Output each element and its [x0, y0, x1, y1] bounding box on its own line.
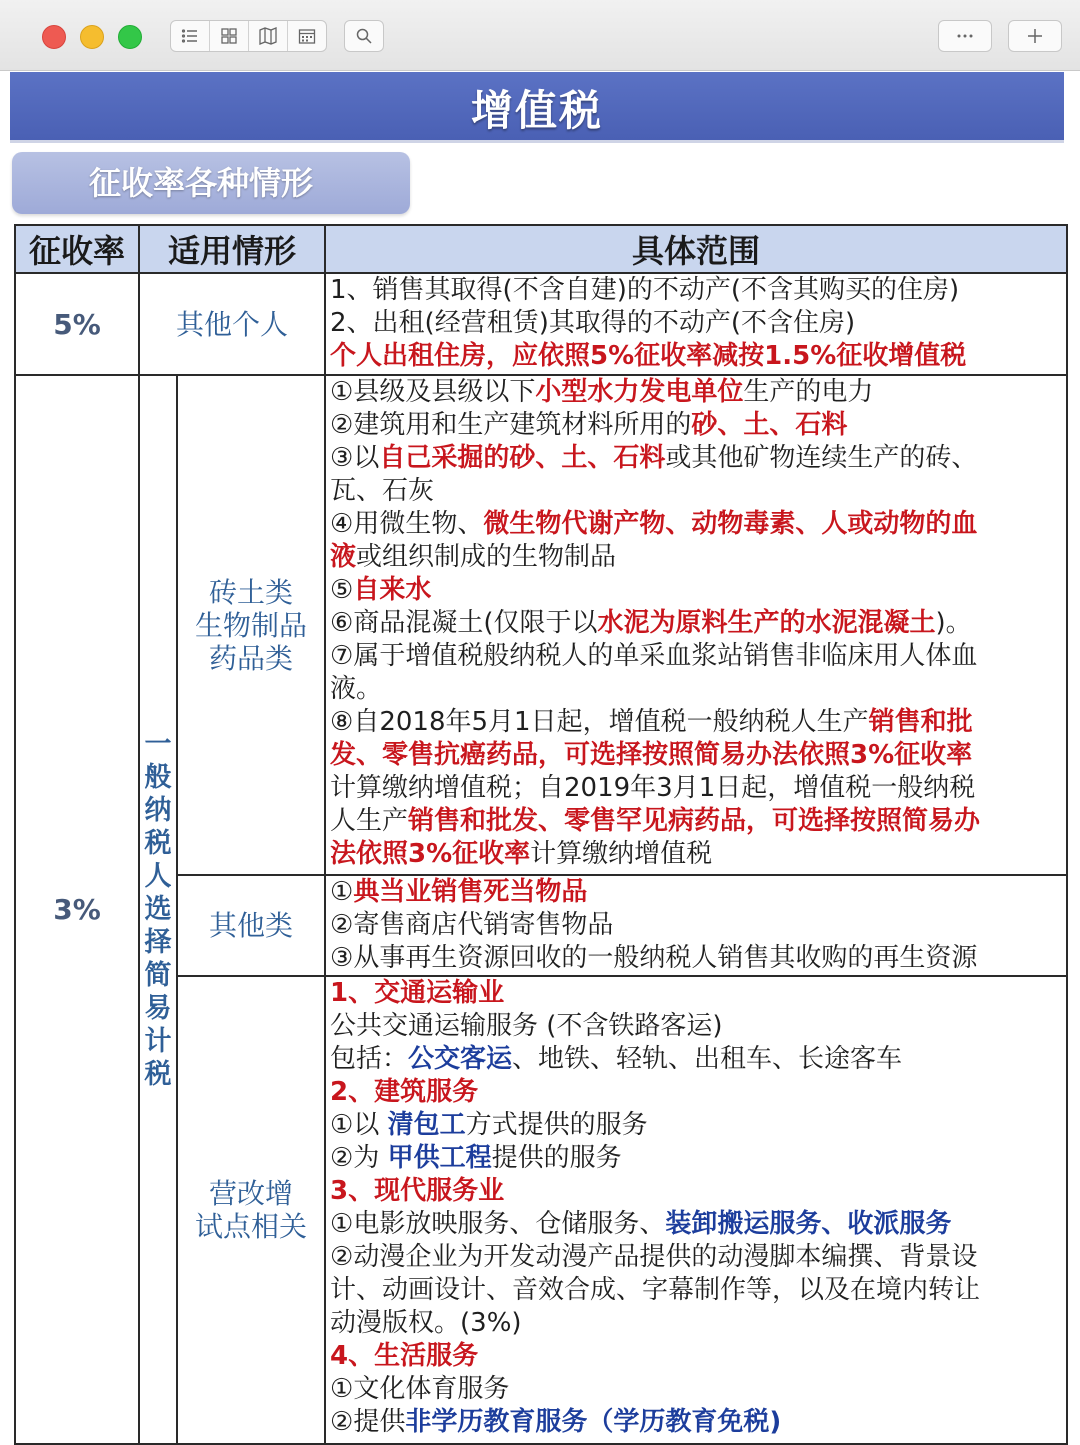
header-scope: 具体范围 [325, 225, 1067, 273]
scope-line: 动漫版权。(3%) [330, 1308, 522, 1338]
vertical-label-cell [139, 375, 177, 1444]
scope-line: ②提供非学历教育服务（学历教育免税) [330, 1407, 782, 1437]
map-view-button[interactable] [249, 21, 288, 51]
table-row-3pct-group1 [15, 375, 1067, 875]
category-label-line: 试点相关 [195, 1210, 308, 1243]
scope-cell-group3 [325, 976, 1067, 1444]
scope-line: 人生产销售和批发、零售罕见病药品，可选择按照简易办 [330, 806, 981, 836]
category-brick-bio-drug [177, 375, 325, 875]
scope-heading: 4、生活服务 [330, 1341, 479, 1371]
scope-line: 计、动画设计、音效合成、字幕制作等，以及在境内转让 [330, 1275, 981, 1305]
title-banner [10, 72, 1064, 143]
scope-line: ②为 甲供工程提供的服务 [330, 1143, 622, 1173]
section-tag-label: 征收率各种情形 [89, 164, 314, 202]
scope-line: ③以自己采掘的砂、土、石料或其他矿物连续生产的砖、 [330, 443, 978, 473]
list-view-button[interactable] [171, 21, 210, 51]
scope-line: ①以 清包工方式提供的服务 [330, 1110, 648, 1140]
vat-rate-table [14, 224, 1068, 1445]
scope-line: ⑥商品混凝土(仅限于以水泥为原料生产的水泥混凝土)。 [330, 608, 972, 638]
scope-line: ②建筑用和生产建筑材料所用的砂、土、石料 [330, 410, 848, 440]
category-label-line: 营改增 [209, 1177, 294, 1210]
calendar-icon [298, 27, 316, 45]
scope-cell-5 [325, 273, 1067, 375]
category-other: 其他类 [177, 875, 325, 976]
close-window-button[interactable] [42, 25, 66, 49]
more-group [938, 20, 992, 52]
table-header-row [15, 225, 1067, 273]
scope-line: 2、出租(经营租赁)其取得的不动产(不含住房) [330, 308, 856, 338]
map-icon [259, 27, 277, 45]
scope-line: ⑦属于增值税般纳税人的单采血浆站销售非临床用人体血 [330, 641, 978, 671]
scope-line: ①电影放映服务、仓储服务、装卸搬运服务、收派服务 [330, 1209, 952, 1239]
header-rate: 征收率 [15, 225, 139, 273]
add-button[interactable] [1009, 21, 1061, 51]
category-label-line: 生物制品 [195, 608, 308, 642]
section-tag [12, 152, 410, 214]
add-group [1008, 20, 1062, 52]
scope-line: 瓦、石灰 [330, 476, 435, 506]
view-switcher [170, 20, 327, 52]
scope-cell-group2 [325, 875, 1067, 976]
search-group [344, 20, 384, 52]
more-icon [956, 27, 974, 45]
header-situation: 适用情形 [139, 225, 325, 273]
rate-cell-5: 5% [15, 273, 139, 375]
scope-line: 发、零售抗癌药品，可选择按照简易办法依照3%征收率 [330, 740, 973, 770]
scope-line: 1、销售其取得(不含自建)的不动产(不含其购买的住房) [330, 275, 960, 305]
window-toolbar [0, 0, 1080, 71]
search-icon [355, 27, 373, 45]
category-label-line: 药品类 [209, 641, 294, 675]
category-vat-reform [177, 976, 325, 1444]
page-title: 增值税 [470, 86, 603, 135]
scope-line: ③从事再生资源回收的一般纳税人销售其收购的再生资源 [330, 943, 978, 973]
scope-line-highlight: 个人出租住房，应依照5%征收率减按1.5%征收增值税 [330, 341, 967, 371]
vertical-label: 一般纳税人选择简易计税 [144, 729, 172, 1090]
table-row-5pct [15, 273, 1067, 375]
scope-line: ⑤自来水 [330, 575, 432, 605]
scope-cell-group1 [325, 375, 1067, 875]
scope-heading: 3、现代服务业 [330, 1176, 505, 1206]
scope-line: 液或组织制成的生物制品 [330, 542, 617, 572]
search-button[interactable] [345, 21, 383, 51]
more-button[interactable] [939, 21, 991, 51]
add-icon [1026, 27, 1044, 45]
scope-line: ①县级及县级以下小型水力发电单位生产的电力 [330, 377, 874, 407]
scope-line: 公共交通运输服务 (不含铁路客运) [330, 1011, 723, 1041]
scope-line: 液。 [330, 674, 383, 704]
scope-line: 计算缴纳增值税；自2019年3月1日起，增值税一般纳税 [330, 773, 976, 803]
rate-cell-3: 3% [15, 375, 139, 1444]
grid-view-button[interactable] [210, 21, 249, 51]
minimize-window-button[interactable] [80, 25, 104, 49]
scope-heading: 1、交通运输业 [330, 978, 505, 1008]
grid-icon [220, 27, 238, 45]
scope-line: ⑧自2018年5月1日起，增值税一般纳税人生产销售和批 [330, 707, 973, 737]
situation-cell-other-individual: 其他个人 [139, 273, 325, 375]
calendar-view-button[interactable] [288, 21, 326, 51]
scope-line: ①文化体育服务 [330, 1374, 510, 1404]
category-label-line: 砖土类 [209, 575, 294, 609]
list-icon [181, 27, 199, 45]
scope-line: ②寄售商店代销寄售物品 [330, 910, 614, 940]
maximize-window-button[interactable] [118, 25, 142, 49]
scope-line: ①典当业销售死当物品 [330, 877, 588, 907]
scope-line: 法依照3%征收率计算缴纳增值税 [330, 839, 713, 869]
scope-heading: 2、建筑服务 [330, 1077, 479, 1107]
scope-line: ④用微生物、微生物代谢产物、动物毒素、人或动物的血 [330, 509, 978, 539]
scope-line: 包括：公交客运、地铁、轻轨、出租车、长途客车 [330, 1044, 903, 1074]
scope-line: ②动漫企业为开发动漫产品提供的动漫脚本编撰、背景设 [330, 1242, 978, 1272]
